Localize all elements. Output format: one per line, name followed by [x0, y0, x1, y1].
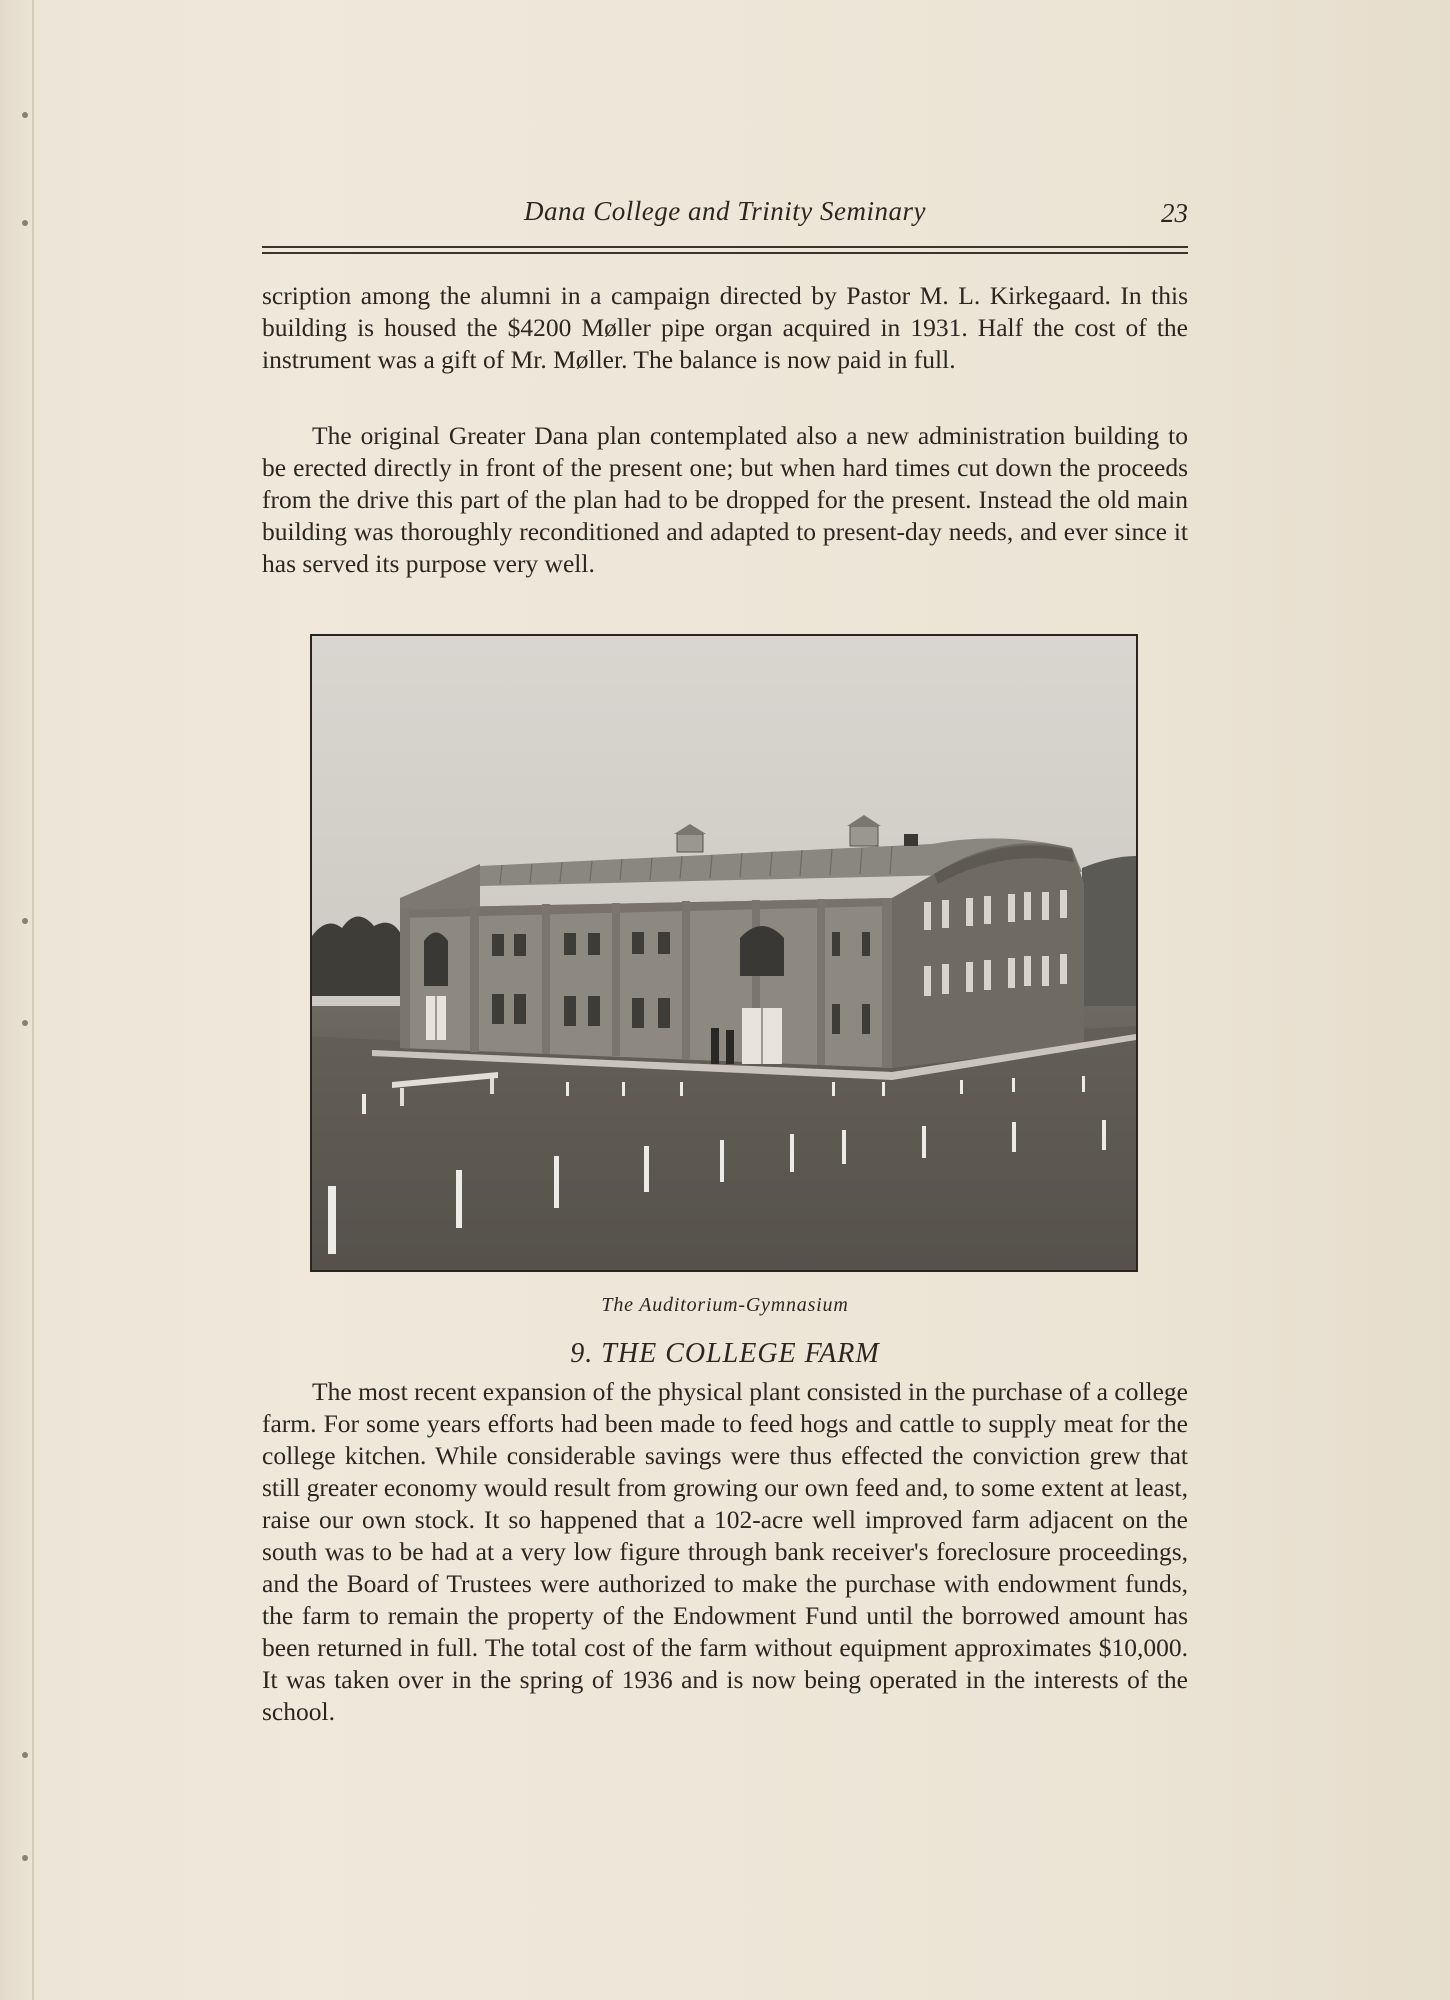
header-title: Dana College and Trinity Seminary — [524, 196, 926, 226]
section-heading: 9. THE COLLEGE FARM — [570, 1338, 880, 1369]
binding-hole — [22, 918, 28, 924]
header-rule-bottom — [262, 252, 1188, 254]
paragraph-organ: scription among the alumni in a campaign directed by Pastor M. L. Kirkegaard. In this building is housed the $4200 Møller pipe organ acquired in 1931. Half the cost of the instrument was a gift of Mr. Møller. The balance is now paid in full. — [262, 281, 1188, 374]
auditorium-photo — [310, 634, 1138, 1272]
binding-hole — [22, 220, 28, 226]
binding-hole — [22, 1855, 28, 1861]
binding-hole — [22, 112, 28, 118]
binding-edge — [32, 0, 34, 2000]
auditorium-gymnasium-illustration — [312, 636, 1136, 1270]
header-rule-top — [262, 246, 1188, 248]
figure-caption: The Auditorium-Gymnasium — [601, 1294, 849, 1316]
binding-hole — [22, 1752, 28, 1758]
paragraph-administration-building: The original Greater Dana plan contemplated also a new administration building to be erected directly in front of the present one; but when hard times cut down the proceeds from the drive this part of the plan had to be dropped for the present. Instead the old main building was thoroughly reconditioned and adapted to present-day needs, and ever since it has served its purpose very well. — [262, 421, 1188, 578]
running-header — [262, 196, 1188, 240]
binding-hole — [22, 1020, 28, 1026]
page-number: 23 — [1161, 198, 1188, 228]
paragraph-college-farm: The most recent expansion of the physical plant consisted in the purchase of a college farm. For some years efforts had been made to feed hogs and cattle to supply meat for the college kitchen. While considerable savings were thus effected the conviction grew that still greater economy would result from growing our own feed and, to some extent at least, raise our own stock. It so happened that a 102-acre well improved farm adjacent on the south was to be had at a very low figure through bank receiver's foreclosure proceedings, and the Board of Trustees were authorized to make the purchase with endowment funds, the farm to remain the property of the Endowment Fund until the borrowed amount has been returned in full. The total cost of the farm without equipment approximates $10,000. It was taken over in the spring of 1936 and is now being operated in the interests of the school. — [262, 1377, 1188, 1726]
